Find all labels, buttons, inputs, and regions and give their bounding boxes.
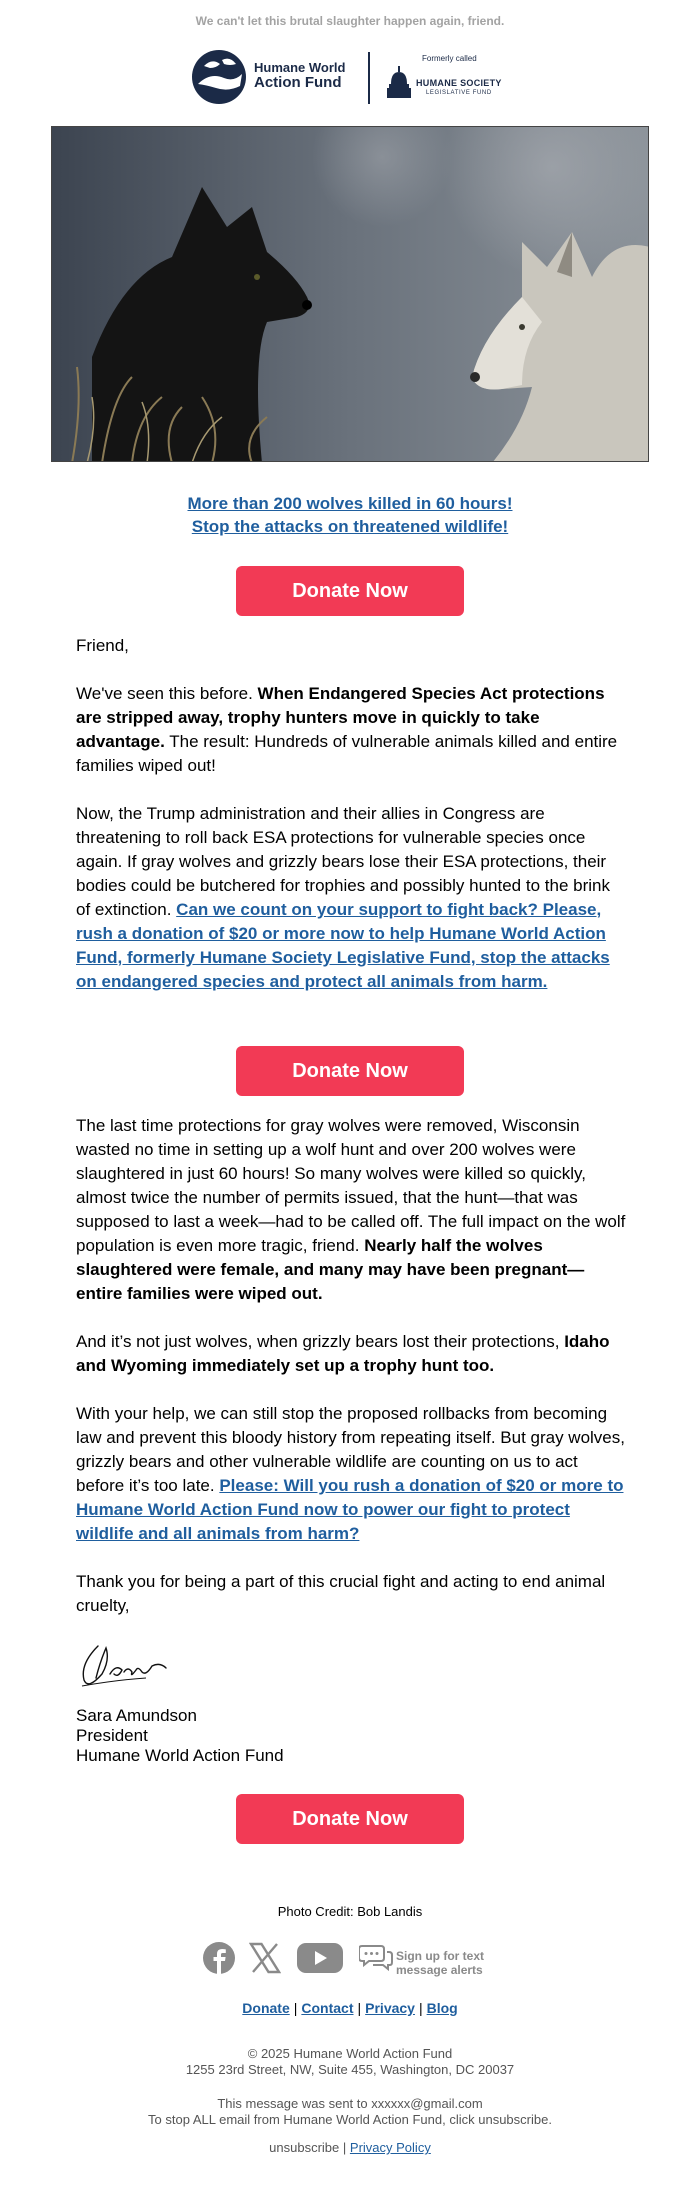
p2-donate-link[interactable]: Can we count on your support to fight back? Please, rush a donation of $20 or more now to help Humane World Action Fund, formerly Humane Society Legislative Fund, stop the attacks on endangered species and protect all animals from harm. (76, 900, 610, 991)
logo-divider (368, 52, 370, 104)
p3-bold: Nearly half the wolves slaughtered were female, and many may have been pregnant—entire families were wiped out. (76, 1236, 585, 1303)
formerly-called-label: Formerly called (422, 54, 477, 63)
org-name (254, 60, 346, 90)
p3-text: The last time protections for gray wolves were removed, Wisconsin wasted no time in setting up a wolf hunt and over 200 wolves were slaughtered in just 60 hours! So many wolves were killed so quickly, almost twice the number of permits issued, that the hunt—that was supposed to last a week—had to be called off. The full impact on the wolf population is even more tragic, friend. (76, 1116, 626, 1255)
headline (0, 492, 700, 538)
headline-link-1[interactable]: More than 200 wolves killed in 60 hours! (187, 494, 513, 513)
p1-bold: When Endangered Species Act protections are stripped away, trophy hunters move in quickly to take advantage. (76, 684, 605, 751)
signer-title: President (76, 1726, 148, 1745)
text-alerts-signup[interactable] (396, 1949, 484, 1977)
signature-block (76, 1706, 628, 1766)
footer-nav (0, 2000, 700, 2016)
p1-text-c: The result: Hundreds of vulnerable animals killed and entire families wiped out! (76, 732, 618, 775)
footer-sep: | (357, 2000, 362, 2016)
logo-header[interactable] (190, 48, 520, 108)
preheader-text: We can't let this brutal slaughter happen again, friend. (195, 14, 505, 28)
signer-name: Sara Amundson (76, 1706, 197, 1725)
text-alerts-chat-icon[interactable] (359, 1942, 393, 1974)
p5-donate-link[interactable]: Please: Will you rush a donation of $20 or more to Humane World Action Fund now to power our fight to protect wildlife and all animals from harm? (76, 1476, 624, 1543)
donate-now-button-middle[interactable]: Donate Now (236, 1046, 464, 1096)
footer-link-contact[interactable]: Contact (301, 2000, 354, 2016)
footer-sep: | (293, 2000, 298, 2016)
footer-sep: | (342, 2140, 347, 2155)
paragraph-6: Thank you for being a part of this crucial fight and acting to end animal cruelty, (76, 1572, 606, 1615)
sms-line1: Sign up for text (396, 1949, 484, 1963)
unsubscribe-link[interactable]: unsubscribe (269, 2140, 340, 2155)
former-org-title: HUMANE SOCIETY (416, 78, 502, 88)
p4-text: And it’s not just wolves, when grizzly bears lost their protections, (76, 1332, 565, 1351)
footer-address-block (0, 2046, 700, 2078)
footer-link-donate[interactable]: Donate (242, 2000, 290, 2016)
sent-to-notice: This message was sent to xxxxxx@gmail.com (217, 2096, 483, 2111)
paragraph-3 (76, 1114, 628, 1306)
youtube-icon[interactable] (297, 1942, 343, 1974)
copyright: © 2025 Humane World Action Fund (247, 2046, 453, 2061)
donate-now-button-bottom[interactable]: Donate Now (236, 1794, 464, 1844)
privacy-policy-link[interactable]: Privacy Policy (349, 2140, 431, 2155)
headline-link-2[interactable]: Stop the attacks on threatened wildlife! (191, 517, 509, 536)
humane-world-globe-logo-icon (190, 48, 248, 106)
social-links (203, 1942, 503, 1982)
footer-sep: | (418, 2000, 423, 2016)
sms-line2: message alerts (396, 1963, 483, 1977)
former-org-name (416, 78, 502, 98)
p5-text: With your help, we can still stop the proposed rollbacks from becoming law and prevent this bloody history from repeating itself. But gray wolves, grizzly bears and other vulnerable wildlife are counting on us to act before it’s too late. (76, 1404, 625, 1495)
p4-bold: Idaho and Wyoming immediately set up a trophy hunt too. (76, 1332, 610, 1375)
donate-now-button-top[interactable]: Donate Now (236, 566, 464, 616)
paragraph-4 (76, 1330, 628, 1378)
footer-link-privacy[interactable]: Privacy (365, 2000, 415, 2016)
signature-image (76, 1634, 176, 1694)
org-name-line1: Humane World (254, 60, 346, 75)
paragraph-1 (76, 682, 628, 778)
former-org-subtitle: LEGISLATIVE FUND (425, 90, 492, 96)
footer-unsubscribe-row (0, 2140, 700, 2156)
x-twitter-icon[interactable] (249, 1942, 281, 1974)
paragraph-5 (76, 1402, 628, 1546)
p1-text-a: We've seen this before. (76, 684, 258, 703)
facebook-icon[interactable] (203, 1942, 235, 1974)
org-name-line2: Action Fund (254, 74, 342, 91)
paragraph-2 (76, 802, 628, 994)
wolves-photo (52, 127, 649, 462)
stop-email-notice: To stop ALL email from Humane World Action Fund, click unsubscribe. (148, 2112, 552, 2127)
footer-link-blog[interactable]: Blog (426, 2000, 458, 2016)
footer-email-notice (0, 2096, 700, 2128)
hero-wolves-image[interactable] (51, 126, 649, 462)
capitol-dome-icon (386, 64, 412, 100)
greeting: Friend, (76, 636, 129, 655)
photo-credit: Photo Credit: Bob Landis (277, 1904, 423, 1919)
signer-org: Humane World Action Fund (76, 1746, 284, 1765)
mailing-address: 1255 23rd Street, NW, Suite 455, Washington, DC 20037 (185, 2062, 515, 2077)
p2-text: Now, the Trump administration and their allies in Congress are threatening to roll back ESA protections for vulnerable species once again. If gray wolves and grizzly bears lose their ESA protections, their bodies could be butchered for trophies and possibly hunted to the brink of extinction. (76, 804, 610, 919)
